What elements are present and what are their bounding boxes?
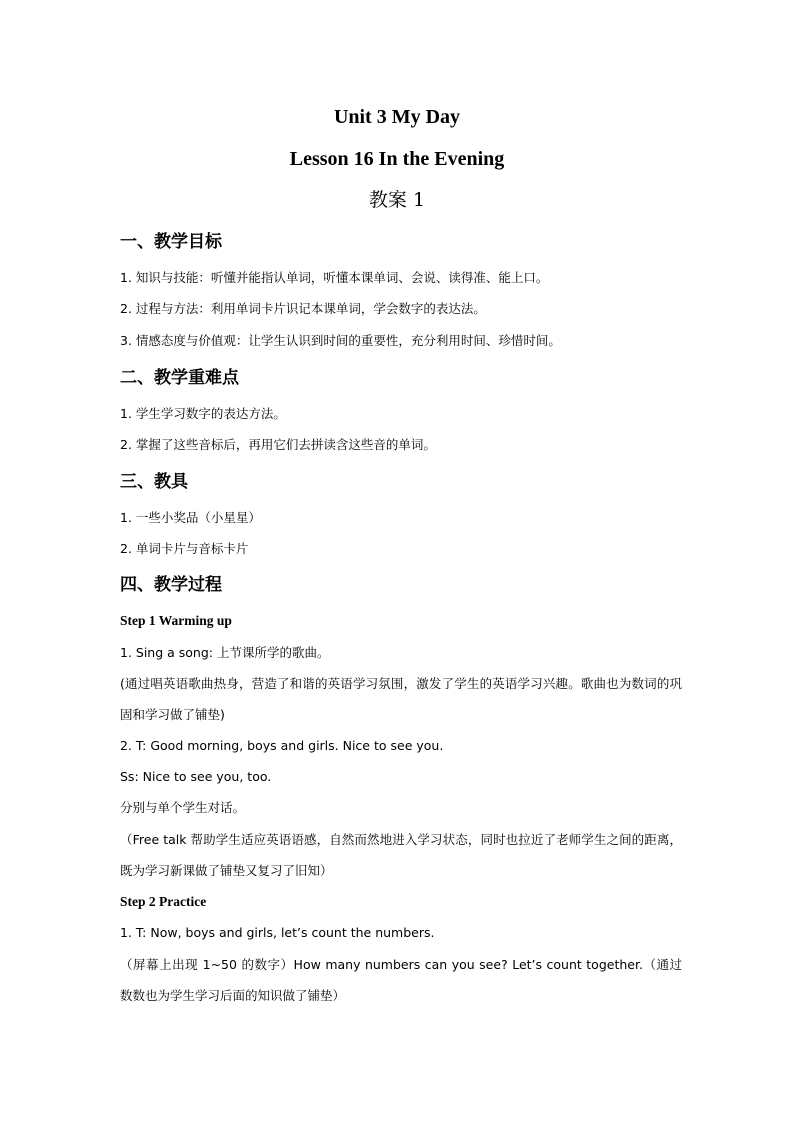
step-line: 2. T: Good morning, boys and girls. Nice to see you. (120, 738, 444, 753)
plan-title: 教案 1 (368, 189, 426, 211)
step-paragraph: (通过唱英语歌曲热身，营造了和谐的英语学习氛围，激发了学生的英语学习兴趣。歌曲也为数词的巩固和学习做了铺垫) (120, 676, 682, 722)
key-point-item: 1. 学生学习数字的表达方法。 (120, 406, 286, 421)
step-line: 分别与单个学生对话。 (120, 800, 246, 815)
section-heading-key-points: 二、教学重难点 (120, 368, 239, 388)
step-title: Step 2 Practice (120, 894, 207, 909)
lesson-title: Lesson 16 In the Evening (289, 148, 505, 170)
unit-title: Unit 3 My Day (333, 106, 461, 128)
step-line: 1. T: Now, boys and girls, let’s count the numbers. (120, 925, 435, 940)
objective-item: 2. 过程与方法：利用单词卡片识记本课单词，学会数字的表达法。 (120, 301, 486, 316)
section-heading-materials: 三、教具 (120, 472, 188, 492)
step-line: Ss: Nice to see you, too. (120, 769, 272, 784)
step-paragraph: （屏幕上出现 1~50 的数字）How many numbers can you see? Let’s count together.（通过数数也为学生学习后面的知识做了铺垫） (120, 957, 682, 1003)
objective-item: 1. 知识与技能：听懂并能指认单词，听懂本课单词、会说、读得准、能上口。 (120, 270, 549, 285)
step-line: 1. Sing a song: 上节课所学的歌曲。 (120, 645, 330, 660)
objective-item: 3. 情感态度与价值观：让学生认识到时间的重要性，充分利用时间、珍惜时间。 (120, 333, 561, 348)
step-title: Step 1 Warming up (120, 613, 232, 628)
step-paragraph: （Free talk 帮助学生适应英语语感，自然而然地进入学习状态，同时也拉近了老师学生之间的距离，既为学习新课做了铺垫又复习了旧知） (120, 832, 682, 878)
material-item: 1. 一些小奖品（小星星） (120, 510, 261, 525)
section-heading-objectives: 一、教学目标 (120, 232, 222, 252)
section-heading-process: 四、教学过程 (120, 575, 222, 595)
key-point-item: 2. 掌握了这些音标后，再用它们去拼读含这些音的单词。 (120, 437, 436, 452)
material-item: 2. 单词卡片与音标卡片 (120, 541, 249, 556)
